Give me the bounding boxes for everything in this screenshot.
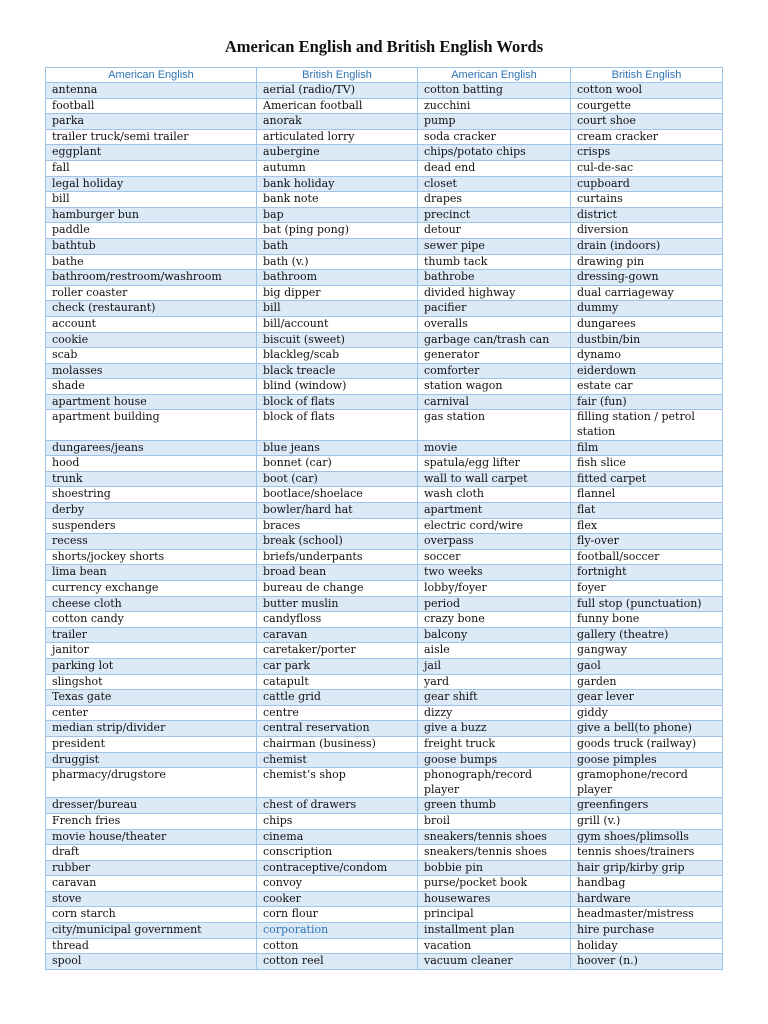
table-row	[46, 643, 723, 659]
table-row	[46, 129, 723, 145]
american-word-cell: pump	[418, 114, 571, 130]
british-word-cell: briefs/underpants	[257, 549, 418, 565]
table-row	[46, 192, 723, 208]
american-word-cell: spool	[46, 954, 257, 970]
table-header-row	[46, 68, 723, 83]
american-word-cell: trailer truck/semi trailer	[46, 129, 257, 145]
american-word-cell: paddle	[46, 223, 257, 239]
british-word-cell: dressing-gown	[571, 270, 723, 286]
british-word-cell: drain (indoors)	[571, 238, 723, 254]
british-word-cell: cupboard	[571, 176, 723, 192]
american-word-cell: druggist	[46, 752, 257, 768]
table-row	[46, 736, 723, 752]
american-word-cell: vacation	[418, 938, 571, 954]
british-word-cell: funny bone	[571, 612, 723, 628]
american-word-cell: cheese cloth	[46, 596, 257, 612]
american-word-cell: pharmacy/drugstore	[46, 768, 257, 798]
british-word-cell: fortnight	[571, 565, 723, 581]
american-word-cell: housewares	[418, 891, 571, 907]
table-row	[46, 954, 723, 970]
american-word-cell: precinct	[418, 207, 571, 223]
british-word-cell: fitted carpet	[571, 471, 723, 487]
table-row	[46, 440, 723, 456]
american-word-cell: movie	[418, 440, 571, 456]
british-word-cell: caravan	[257, 627, 418, 643]
american-word-cell: overpass	[418, 534, 571, 550]
american-word-cell: French fries	[46, 813, 257, 829]
british-word-cell: conscription	[257, 845, 418, 861]
table-row	[46, 176, 723, 192]
table-row	[46, 270, 723, 286]
american-word-cell: electric cord/wire	[418, 518, 571, 534]
british-word-cell: cotton	[257, 938, 418, 954]
table-row	[46, 891, 723, 907]
british-word-cell: corn flour	[257, 907, 418, 923]
british-word-cell: fish slice	[571, 456, 723, 472]
british-word-cell: bill	[257, 301, 418, 317]
table-row	[46, 456, 723, 472]
american-word-cell: trailer	[46, 627, 257, 643]
american-word-cell: city/municipal government	[46, 923, 257, 939]
column-header-american-1: American English	[46, 68, 257, 83]
british-word-cell: football/soccer	[571, 549, 723, 565]
british-word-cell: hire purchase	[571, 923, 723, 939]
british-word-cell: crisps	[571, 145, 723, 161]
american-word-cell: two weeks	[418, 565, 571, 581]
british-word-cell: estate car	[571, 379, 723, 395]
american-word-cell: sneakers/tennis shoes	[418, 845, 571, 861]
british-word-cell: bath	[257, 238, 418, 254]
british-word-cell: goose pimples	[571, 752, 723, 768]
british-word-cell: articulated lorry	[257, 129, 418, 145]
table-row	[46, 471, 723, 487]
table-row	[46, 829, 723, 845]
american-word-cell: wash cloth	[418, 487, 571, 503]
american-word-cell: jail	[418, 658, 571, 674]
british-word-cell: bap	[257, 207, 418, 223]
american-word-cell: janitor	[46, 643, 257, 659]
table-row	[46, 845, 723, 861]
table-row	[46, 768, 723, 798]
british-word-cell: chest of drawers	[257, 798, 418, 814]
american-word-cell: gear shift	[418, 690, 571, 706]
british-word-cell: hardware	[571, 891, 723, 907]
table-row	[46, 798, 723, 814]
british-word-cell: grill (v.)	[571, 813, 723, 829]
british-word-cell: giddy	[571, 705, 723, 721]
american-word-cell: currency exchange	[46, 581, 257, 597]
american-word-cell: parka	[46, 114, 257, 130]
british-word-cell: bank note	[257, 192, 418, 208]
british-word-cell: contraceptive/condom	[257, 860, 418, 876]
american-word-cell: drapes	[418, 192, 571, 208]
table-row	[46, 596, 723, 612]
british-word-cell: bonnet (car)	[257, 456, 418, 472]
table-row	[46, 223, 723, 239]
american-word-cell: dizzy	[418, 705, 571, 721]
british-word-cell: gallery (theatre)	[571, 627, 723, 643]
american-word-cell: Texas gate	[46, 690, 257, 706]
table-row	[46, 549, 723, 565]
american-word-cell: period	[418, 596, 571, 612]
table-row	[46, 98, 723, 114]
american-word-cell: crazy bone	[418, 612, 571, 628]
american-word-cell: apartment house	[46, 394, 257, 410]
british-word-cell: cream cracker	[571, 129, 723, 145]
table-row	[46, 860, 723, 876]
british-word-cell: diversion	[571, 223, 723, 239]
american-word-cell: suspenders	[46, 518, 257, 534]
american-word-cell: thumb tack	[418, 254, 571, 270]
british-word-cell: chemist’s shop	[257, 768, 418, 798]
british-word-cell: bath (v.)	[257, 254, 418, 270]
british-word-cell: candyfloss	[257, 612, 418, 628]
american-word-cell: center	[46, 705, 257, 721]
table-body	[46, 83, 723, 970]
table-row	[46, 503, 723, 519]
british-word-cell: dummy	[571, 301, 723, 317]
british-word-cell: gramophone/record player	[571, 768, 723, 798]
american-word-cell: vacuum cleaner	[418, 954, 571, 970]
american-word-cell: legal holiday	[46, 176, 257, 192]
american-word-cell: hamburger bun	[46, 207, 257, 223]
american-word-cell: chips/potato chips	[418, 145, 571, 161]
table-row	[46, 487, 723, 503]
american-word-cell: scab	[46, 348, 257, 364]
british-word-cell: holiday	[571, 938, 723, 954]
british-word-cell: give a bell(to phone)	[571, 721, 723, 737]
american-word-cell: shoestring	[46, 487, 257, 503]
american-word-cell: account	[46, 316, 257, 332]
table-row	[46, 254, 723, 270]
british-word-cell: bill/account	[257, 316, 418, 332]
british-word-cell: central reservation	[257, 721, 418, 737]
american-word-cell: trunk	[46, 471, 257, 487]
british-word-cell: aubergine	[257, 145, 418, 161]
table-row	[46, 813, 723, 829]
british-word-cell: break (school)	[257, 534, 418, 550]
table-row	[46, 379, 723, 395]
table-row	[46, 907, 723, 923]
british-word-cell: dungarees	[571, 316, 723, 332]
table-row	[46, 316, 723, 332]
table-row	[46, 285, 723, 301]
table-row	[46, 348, 723, 364]
american-word-cell: comforter	[418, 363, 571, 379]
american-word-cell: principal	[418, 907, 571, 923]
american-word-cell: bathe	[46, 254, 257, 270]
american-word-cell: molasses	[46, 363, 257, 379]
british-word-cell: greenfingers	[571, 798, 723, 814]
british-word-cell: cinema	[257, 829, 418, 845]
british-word-cell: garden	[571, 674, 723, 690]
british-word-cell: chips	[257, 813, 418, 829]
american-word-cell: shorts/jockey shorts	[46, 549, 257, 565]
british-word-cell: corporation	[257, 923, 418, 939]
british-word-cell: broad bean	[257, 565, 418, 581]
british-word-cell: blackleg/scab	[257, 348, 418, 364]
american-word-cell: rubber	[46, 860, 257, 876]
british-word-cell: bowler/hard hat	[257, 503, 418, 519]
american-word-cell: check (restaurant)	[46, 301, 257, 317]
american-word-cell: shade	[46, 379, 257, 395]
british-word-cell: cotton wool	[571, 83, 723, 99]
american-word-cell: bathroom/restroom/washroom	[46, 270, 257, 286]
american-word-cell: gas station	[418, 410, 571, 440]
british-word-cell: fly-over	[571, 534, 723, 550]
american-word-cell: yard	[418, 674, 571, 690]
british-word-cell: boot (car)	[257, 471, 418, 487]
american-word-cell: wall to wall carpet	[418, 471, 571, 487]
british-word-cell: car park	[257, 658, 418, 674]
british-word-cell: convoy	[257, 876, 418, 892]
british-word-cell: gym shoes/plimsolls	[571, 829, 723, 845]
british-word-cell: centre	[257, 705, 418, 721]
british-word-cell: goods truck (railway)	[571, 736, 723, 752]
british-word-cell: hair grip/kirby grip	[571, 860, 723, 876]
american-word-cell: garbage can/trash can	[418, 332, 571, 348]
american-word-cell: slingshot	[46, 674, 257, 690]
american-word-cell: recess	[46, 534, 257, 550]
british-word-cell: handbag	[571, 876, 723, 892]
table-row	[46, 721, 723, 737]
american-word-cell: dresser/bureau	[46, 798, 257, 814]
british-word-cell: drawing pin	[571, 254, 723, 270]
table-row	[46, 690, 723, 706]
column-header-british-2: British English	[571, 68, 723, 83]
american-word-cell: football	[46, 98, 257, 114]
table-row	[46, 145, 723, 161]
table-row	[46, 534, 723, 550]
american-word-cell: divided highway	[418, 285, 571, 301]
american-word-cell: cotton batting	[418, 83, 571, 99]
american-word-cell: sneakers/tennis shoes	[418, 829, 571, 845]
british-word-cell: flat	[571, 503, 723, 519]
american-word-cell: antenna	[46, 83, 257, 99]
british-word-cell: hoover (n.)	[571, 954, 723, 970]
british-word-cell: bathroom	[257, 270, 418, 286]
american-word-cell: eggplant	[46, 145, 257, 161]
vocabulary-table	[45, 67, 723, 970]
british-word-cell: courgette	[571, 98, 723, 114]
american-word-cell: sewer pipe	[418, 238, 571, 254]
table-row	[46, 581, 723, 597]
table-row	[46, 705, 723, 721]
american-word-cell: installment plan	[418, 923, 571, 939]
table-row	[46, 114, 723, 130]
american-word-cell: president	[46, 736, 257, 752]
british-word-cell: big dipper	[257, 285, 418, 301]
british-word-cell: court shoe	[571, 114, 723, 130]
american-word-cell: detour	[418, 223, 571, 239]
british-word-cell: dynamo	[571, 348, 723, 364]
american-word-cell: stove	[46, 891, 257, 907]
american-word-cell: dead end	[418, 160, 571, 176]
american-word-cell: aisle	[418, 643, 571, 659]
british-word-cell: district	[571, 207, 723, 223]
british-word-cell: catapult	[257, 674, 418, 690]
british-word-cell: bootlace/shoelace	[257, 487, 418, 503]
american-word-cell: apartment	[418, 503, 571, 519]
table-row	[46, 752, 723, 768]
american-word-cell: apartment building	[46, 410, 257, 440]
american-word-cell: give a buzz	[418, 721, 571, 737]
british-word-cell: dual carriageway	[571, 285, 723, 301]
american-word-cell: pacifier	[418, 301, 571, 317]
table-row	[46, 627, 723, 643]
american-word-cell: bill	[46, 192, 257, 208]
american-word-cell: balcony	[418, 627, 571, 643]
british-word-cell: block of flats	[257, 410, 418, 440]
british-word-cell: cotton reel	[257, 954, 418, 970]
british-word-cell: full stop (punctuation)	[571, 596, 723, 612]
british-word-cell: American football	[257, 98, 418, 114]
american-word-cell: phonograph/record player	[418, 768, 571, 798]
table-row	[46, 876, 723, 892]
american-word-cell: bathtub	[46, 238, 257, 254]
american-word-cell: hood	[46, 456, 257, 472]
american-word-cell: overalls	[418, 316, 571, 332]
british-word-cell: chemist	[257, 752, 418, 768]
american-word-cell: movie house/theater	[46, 829, 257, 845]
british-word-cell: cul-de-sac	[571, 160, 723, 176]
british-word-cell: blue jeans	[257, 440, 418, 456]
british-word-cell: foyer	[571, 581, 723, 597]
table-row	[46, 938, 723, 954]
column-header-american-2: American English	[418, 68, 571, 83]
british-word-cell: braces	[257, 518, 418, 534]
british-word-cell: flex	[571, 518, 723, 534]
british-word-cell: butter muslin	[257, 596, 418, 612]
table-row	[46, 238, 723, 254]
american-word-cell: green thumb	[418, 798, 571, 814]
american-word-cell: spatula/egg lifter	[418, 456, 571, 472]
american-word-cell: soda cracker	[418, 129, 571, 145]
column-header-british-1: British English	[257, 68, 418, 83]
table-row	[46, 160, 723, 176]
american-word-cell: bathrobe	[418, 270, 571, 286]
british-word-cell: autumn	[257, 160, 418, 176]
table-row	[46, 923, 723, 939]
american-word-cell: lobby/foyer	[418, 581, 571, 597]
british-word-cell: black treacle	[257, 363, 418, 379]
table-row	[46, 518, 723, 534]
american-word-cell: caravan	[46, 876, 257, 892]
american-word-cell: broil	[418, 813, 571, 829]
table-row	[46, 674, 723, 690]
table-row	[46, 612, 723, 628]
british-word-cell: gangway	[571, 643, 723, 659]
table-row	[46, 363, 723, 379]
table-row	[46, 332, 723, 348]
table-row	[46, 207, 723, 223]
american-word-cell: cotton candy	[46, 612, 257, 628]
british-word-cell: fair (fun)	[571, 394, 723, 410]
british-word-cell: cooker	[257, 891, 418, 907]
table-row	[46, 394, 723, 410]
british-word-cell: curtains	[571, 192, 723, 208]
table-row	[46, 565, 723, 581]
american-word-cell: parking lot	[46, 658, 257, 674]
american-word-cell: bobbie pin	[418, 860, 571, 876]
american-word-cell: closet	[418, 176, 571, 192]
american-word-cell: purse/pocket book	[418, 876, 571, 892]
american-word-cell: dungarees/jeans	[46, 440, 257, 456]
british-word-cell: tennis shoes/trainers	[571, 845, 723, 861]
table-row	[46, 410, 723, 440]
british-word-cell: gear lever	[571, 690, 723, 706]
british-word-cell: bureau de change	[257, 581, 418, 597]
british-word-cell: eiderdown	[571, 363, 723, 379]
british-word-cell: bat (ping pong)	[257, 223, 418, 239]
british-word-cell: chairman (business)	[257, 736, 418, 752]
american-word-cell: lima bean	[46, 565, 257, 581]
american-word-cell: corn starch	[46, 907, 257, 923]
table-row	[46, 83, 723, 99]
british-word-cell: cattle grid	[257, 690, 418, 706]
american-word-cell: goose bumps	[418, 752, 571, 768]
british-word-cell: aerial (radio/TV)	[257, 83, 418, 99]
american-word-cell: generator	[418, 348, 571, 364]
american-word-cell: station wagon	[418, 379, 571, 395]
american-word-cell: fall	[46, 160, 257, 176]
american-word-cell: zucchini	[418, 98, 571, 114]
american-word-cell: freight truck	[418, 736, 571, 752]
british-word-cell: gaol	[571, 658, 723, 674]
british-word-cell: headmaster/mistress	[571, 907, 723, 923]
table-row	[46, 658, 723, 674]
british-word-cell: anorak	[257, 114, 418, 130]
american-word-cell: median strip/divider	[46, 721, 257, 737]
british-word-cell: block of flats	[257, 394, 418, 410]
british-word-cell: dustbin/bin	[571, 332, 723, 348]
british-word-cell: blind (window)	[257, 379, 418, 395]
american-word-cell: roller coaster	[46, 285, 257, 301]
british-word-cell: biscuit (sweet)	[257, 332, 418, 348]
american-word-cell: thread	[46, 938, 257, 954]
american-word-cell: cookie	[46, 332, 257, 348]
table-row	[46, 301, 723, 317]
british-word-cell: film	[571, 440, 723, 456]
american-word-cell: soccer	[418, 549, 571, 565]
american-word-cell: derby	[46, 503, 257, 519]
british-word-cell: filling station / petrol station	[571, 410, 723, 440]
american-word-cell: carnival	[418, 394, 571, 410]
british-word-cell: bank holiday	[257, 176, 418, 192]
british-word-cell: caretaker/porter	[257, 643, 418, 659]
page-title: American English and British English Words	[224, 37, 544, 56]
american-word-cell: draft	[46, 845, 257, 861]
british-word-cell: flannel	[571, 487, 723, 503]
